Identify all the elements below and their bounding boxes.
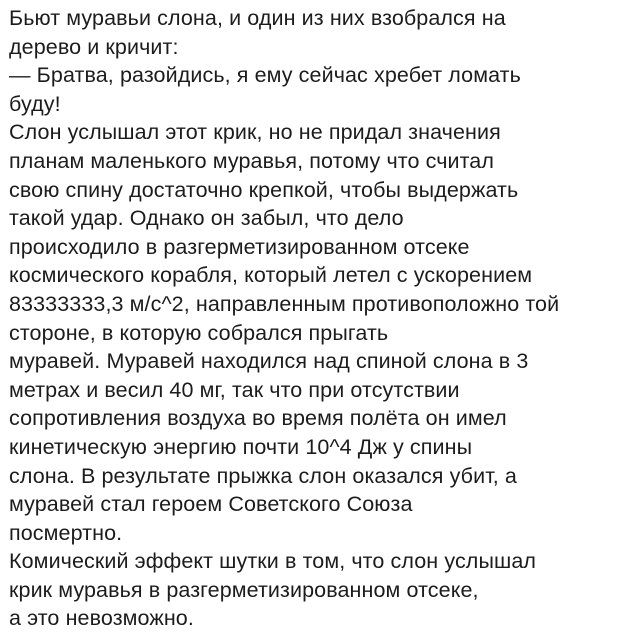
joke-line: происходило в разгерметизированном отсеке bbox=[9, 234, 470, 259]
joke-line: Слон услышал этот крик, но не придал значения bbox=[9, 120, 501, 145]
joke-line: посмертно. bbox=[9, 520, 123, 545]
joke-line: муравей. Муравей находился над спиной слона в 3 bbox=[9, 349, 529, 374]
joke-line: крик муравья в разгерметизированном отсеке, bbox=[9, 577, 479, 602]
joke-line: 83333333,3 м/с^2, направленным противоположно той bbox=[9, 291, 560, 316]
joke-line: Бьют муравьи слона, и один из них взобрался на bbox=[9, 6, 506, 30]
joke-line: метрах и весил 40 мг, так что при отсутствии bbox=[9, 377, 460, 402]
joke-line: — Братва, разойдись, я ему сейчас хребет ломать bbox=[9, 63, 521, 88]
joke-line: дерево и кричит: bbox=[9, 34, 179, 59]
joke-line: кинетическую энергию почти 10^4 Дж у спины bbox=[9, 434, 473, 459]
joke-line: такой удар. Однако он забыл, что дело bbox=[9, 206, 404, 231]
joke-line: Комический эффект шутки в том, что слон услышал bbox=[9, 549, 537, 574]
joke-line: стороне, в которую собрался прыгать bbox=[9, 320, 389, 345]
joke-line: а это невозможно. bbox=[9, 606, 194, 631]
joke-line: космического корабля, который летел с ускорением bbox=[9, 263, 533, 288]
joke-line: буду! bbox=[9, 91, 61, 116]
joke-line: сопротивления воздуха во время полёта он имел bbox=[9, 406, 507, 431]
joke-line: слона. В результате прыжка слон оказался убит, а bbox=[9, 463, 517, 488]
joke-line: муравей стал героем Советского Союза bbox=[9, 492, 413, 517]
joke-line: свою спину достаточно крепкой, чтобы выдержать bbox=[9, 177, 519, 202]
joke-line: планам маленького муравья, потому что считал bbox=[9, 148, 495, 173]
